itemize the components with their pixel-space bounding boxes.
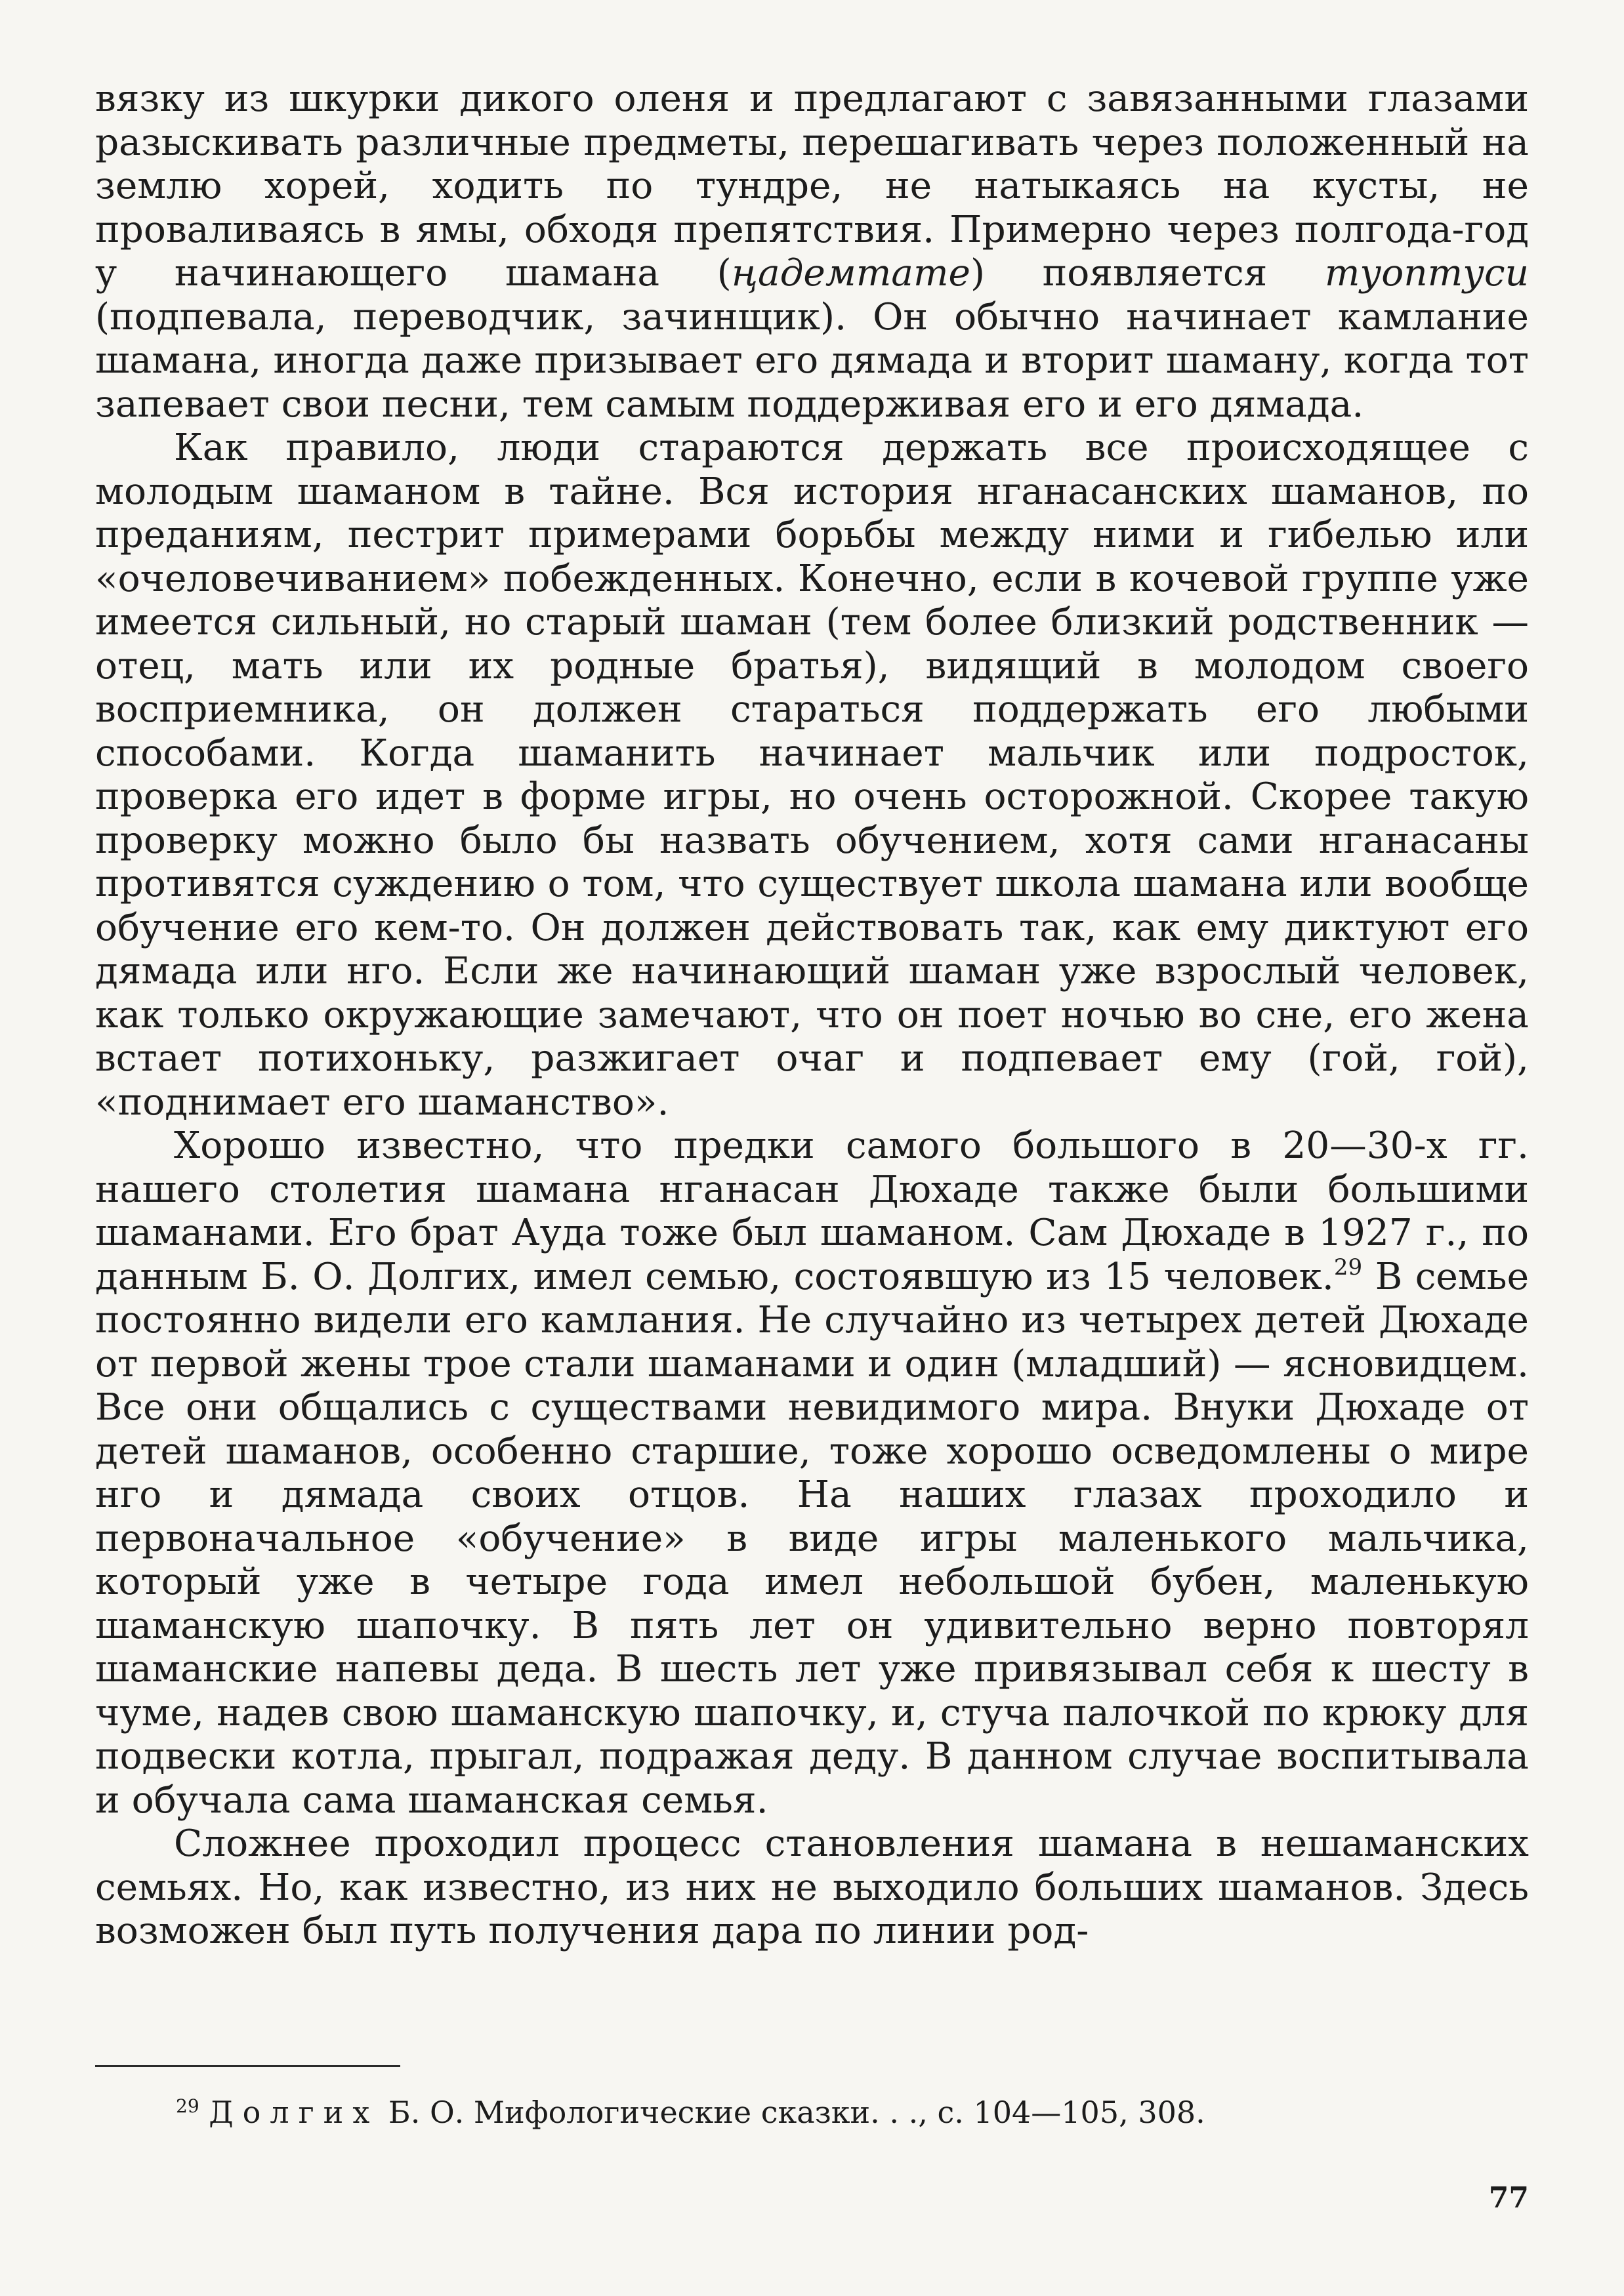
page-number: 77 — [1488, 2181, 1529, 2215]
paragraph-3-text-a: Хорошо известно, что предки самого большого в 20—30-х гг. нашего столетия шамана нганасан Дюхаде также были большими шаманами. Его брат Ауда тоже был шаманом. Сам Дюхаде в 1927 г., по данным Б. О. Долгих, имел семью, состоявшую из 15 человек. — [95, 1124, 1529, 1298]
footnote — [176, 2094, 1541, 2131]
term-nademtate: ңадемтате — [731, 252, 970, 295]
paragraph-2: Как правило, люди стараются держать все происходящее с молодым шаманом в тайне. Вся история нганасанских шаманов, по преданиям, пестрит примерами борьбы между ними и гибелью или «очеловечиванием» побежденных. Конечно, если в кочевой группе уже имеется сильный, но старый шаман (тем более близкий родственник — отец, мать или их родные братья), видящий в молодом своего восприемника, он должен стараться поддержать его любыми способами. Когда шаманить начинает мальчик или подросток, проверка его идет в форме игры, но очень осторожной. Скорее такую проверку можно было бы назвать обучением, хотя сами нганасаны противятся суждению о том, что существует школа шамана или вообще обучение его кем-то. Он должен действовать так, как ему диктуют его дямада или нго. Если же начинающий шаман уже взрослый человек, как только окружающие замечают, что он поет ночью во сне, его жена встает потихоньку, разжигает очаг и подпевает ему (гой, гой), «поднимает его шаманство». — [95, 426, 1529, 1124]
term-tuoptusi: туоптуси — [1324, 252, 1529, 295]
paragraph-4: Сложнее проходил процесс становления шамана в нешаманских семьях. Но, как известно, из них не выходило больших шаманов. Здесь возможен был путь получения дара по линии род- — [95, 1822, 1529, 1952]
footnote-divider — [95, 2065, 400, 2067]
footnote-reference[interactable]: 29 — [1333, 1254, 1363, 1281]
footnote-text: Б. О. Мифологические сказки. . ., с. 104—105, 308. — [379, 2095, 1205, 2130]
footnote-author: Долгих — [209, 2095, 379, 2130]
paragraph-3 — [95, 1124, 1529, 1822]
paragraph-3-text-b: В семье постоянно видели его камлания. Не случайно из четырех детей Дюхаде от первой жены трое стали шаманами и один (младший) — ясновидцем. Все они общались с существами невидимого мира. Внуки Дюхаде от детей шаманов, особенно старшие, тоже хорошо осведомлены о мире нго и дямада своих отцов. На наших глазах проходило и первоначальное «обучение» в виде игры маленького мальчика, который уже в четыре года имел небольшой бубен, маленькую шаманскую шапочку. В пять лет он удивительно верно повторял шаманские напевы деда. В шесть лет уже привязывал себя к шесту в чуме, надев свою шаманскую шапочку, и, стуча палочкой по крюку для подвески котла, прыгал, подражая деду. В данном случае воспитывала и обучала сама шаманская семья. — [95, 1255, 1530, 1822]
main-text — [95, 77, 1529, 1954]
paragraph-1-text-b: ) появляется — [970, 252, 1325, 295]
paragraph-1 — [95, 77, 1529, 426]
paragraph-1-text-c: (подпевала, переводчик, зачинщик). Он обычно начинает камлание шамана, иногда даже призывает его дямада и вторит шаману, когда тот запевает свои песни, тем самым поддерживая его и его дямада. — [95, 295, 1529, 426]
footnote-number: 29 — [176, 2095, 199, 2117]
paragraph-1-text-a: вязку из шкурки дикого оленя и предлагают с завязанными глазами разыскивать различные предметы, перешагивать через положенный на землю хорей, ходить по тундре, не натыкаясь на кусты, не проваливаясь в ямы, обходя препятствия. Примерно через полгода-год у начинающего шамана ( — [95, 77, 1529, 295]
